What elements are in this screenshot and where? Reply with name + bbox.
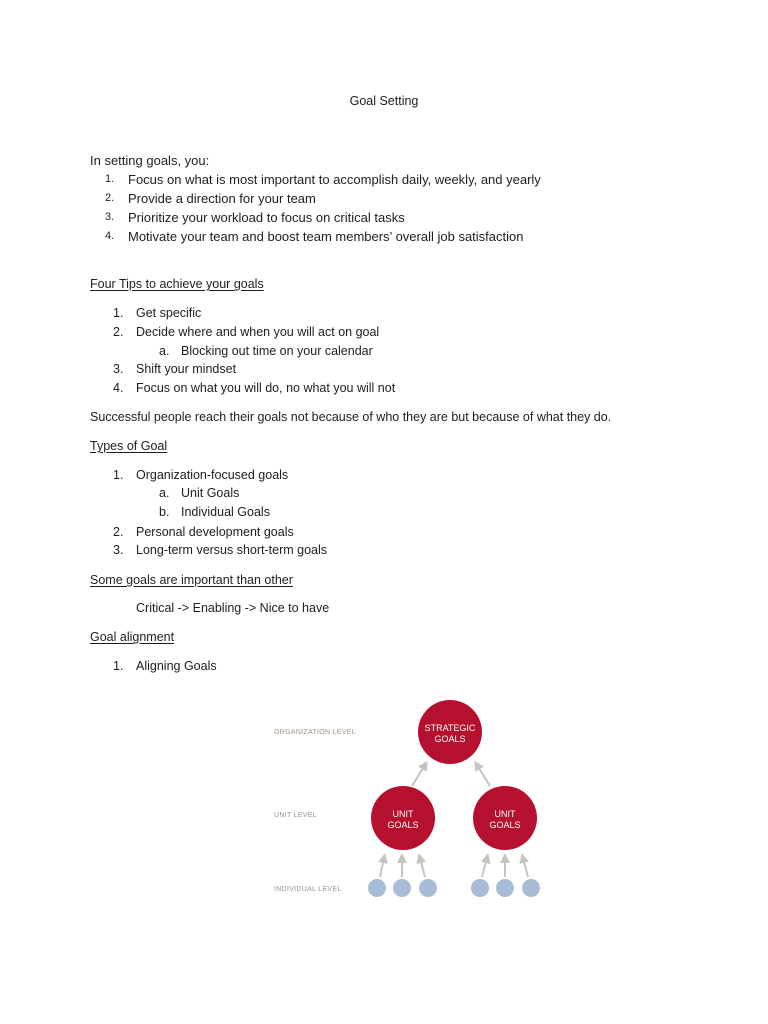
types-subitem-num: b. [159,505,170,519]
intro-item-num: 2. [105,192,115,204]
types-subitem-text: Unit Goals [181,486,240,500]
tips-item-num: 1. [113,306,124,320]
tips-item-text: Get specific [136,306,202,320]
tips-item-text: Decide where and when you will act on goal [136,325,380,339]
arrow-unit-to-strategic [477,765,490,786]
tips-heading: Four Tips to achieve your goals [90,277,264,291]
individual-goal-node [471,879,489,897]
individual-goal-node [496,879,514,897]
individual-goal-node [368,879,386,897]
arrow-individual-to-unit [523,858,528,877]
tips-subitem-text: Blocking out time on your calendar [181,344,373,358]
level-label-individual: INDIVIDUAL LEVEL [274,886,342,893]
level-label-organization: ORGANIZATION LEVEL [274,729,356,736]
unit-goals-label-line2: GOALS [387,820,419,830]
tips-subitem-num: a. [159,344,170,358]
intro-item-num: 4. [105,230,115,242]
importance-heading: Some goals are important than other [90,573,293,587]
strategic-goals-label-line1: STRATEGIC [424,723,476,733]
types-item-num: 1. [113,468,124,482]
level-label-unit: UNIT LEVEL [274,812,317,819]
success-quote: Successful people reach their goals not because of who they are but because of what they do. [90,410,612,424]
types-item-text: Organization-focused goals [136,468,289,482]
individual-goal-node [522,879,540,897]
importance-sequence: Critical -> Enabling -> Nice to have [136,601,330,615]
tips-item-num: 3. [113,362,124,376]
tips-item-num: 2. [113,325,124,339]
arrow-individual-to-unit [420,858,425,877]
intro-item-text: Motivate your team and boost team members’ overall job satisfaction [128,229,524,244]
intro-item-num: 3. [105,211,115,223]
intro-item-text: Provide a direction for your team [128,191,316,206]
tips-item-num: 4. [113,381,124,395]
arrow-individual-to-unit [482,858,487,877]
tips-item-text: Shift your mindset [136,362,237,376]
intro-item-text: Focus on what is most important to accomplish daily, weekly, and yearly [128,172,541,187]
unit-goals-label-line1: UNIT [494,809,516,819]
strategic-goals-label-line2: GOALS [434,734,466,744]
individual-goal-node [419,879,437,897]
intro-item-text: Prioritize your workload to focus on critical tasks [128,210,405,225]
types-heading: Types of Goal [90,439,168,453]
types-item-text: Long-term versus short-term goals [136,543,328,557]
alignment-item-num: 1. [113,659,124,673]
intro-lead: In setting goals, you: [90,153,210,168]
unit-goals-label-line1: UNIT [392,809,414,819]
unit-goals-label-line2: GOALS [489,820,521,830]
individual-goal-node [393,879,411,897]
arrow-unit-to-strategic [412,765,425,786]
intro-item-num: 1. [105,173,115,185]
alignment-heading: Goal alignment [90,630,175,644]
goal-alignment-diagram [262,690,562,905]
types-subitem-text: Individual Goals [181,505,270,519]
page-title: Goal Setting [349,94,419,108]
types-item-num: 2. [113,525,124,539]
tips-item-text: Focus on what you will do, no what you will not [136,381,396,395]
arrow-individual-to-unit [380,858,384,877]
types-subitem-num: a. [159,486,170,500]
types-item-num: 3. [113,543,124,557]
types-item-text: Personal development goals [136,525,294,539]
alignment-item-text: Aligning Goals [136,659,217,673]
